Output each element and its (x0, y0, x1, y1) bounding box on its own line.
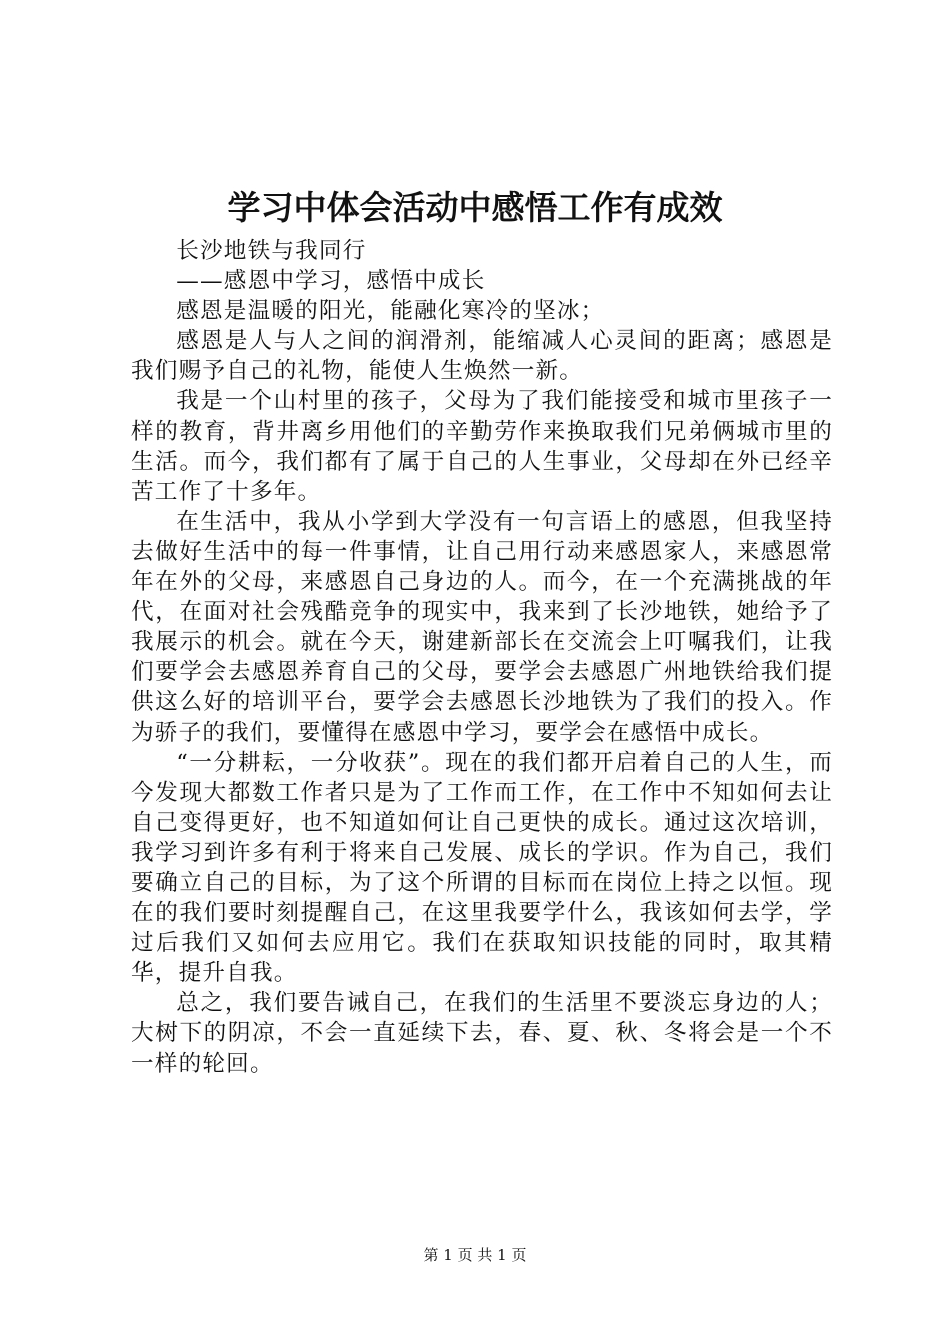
body-paragraph: 感恩是人与人之间的润滑剂，能缩减人心灵间的距离；感恩是我们赐予自己的礼物，能使人生焕然一新。 (131, 328, 833, 385)
body-paragraph: 在生活中，我从小学到大学没有一句言语上的感恩，但我坚持去做好生活中的每一件事情，让自己用行动来感恩家人，来感恩常年在外的父母，来感恩自己身边的人。而今，在一个充满挑战的年代，在面对社会残酷竞争的现实中，我来到了长沙地铁，她给予了我展示的机会。就在今天，谢建新部长在交流会上叮嘱我们，让我们要学会去感恩养育自己的父母，要学会去感恩广州地铁给我们提供这么好的培训平台，要学会去感恩长沙地铁为了我们的投入。作为骄子的我们，要懂得在感恩中学习，要学会在感悟中成长。 (131, 508, 833, 746)
body-paragraph: “一分耕耘，一分收获”。现在的我们都开启着自己的人生，而今发现大都数工作者只是为了工作而工作，在工作中不知如何去让自己变得更好，也不知道如何让自己更快的成长。通过这次培训，我学习到许多有利于将来自己发展、成长的学识。作为自己，我们要确立自己的目标，为了这个所谓的目标而在岗位上持之以恒。现在的我们要时刻提醒自己，在这里我要学什么，我该如何去学，学过后我们又如何去应用它。我们在获取知识技能的同时，取其精华，提升自我。 (131, 749, 833, 987)
subtitle-line: ——感恩中学习，感悟中成长 (176, 268, 486, 295)
body-paragraph: 我是一个山村里的孩子，父母为了我们能接受和城市里孩子一样的教育，背井离乡用他们的辛勤劳作来换取我们兄弟俩城市里的生活。而今，我们都有了属于自己的人生事业，父母却在外已经辛苦工作了十多年。 (131, 388, 833, 505)
subtitle-line: 长沙地铁与我同行 (176, 238, 367, 264)
body-paragraph: 总之，我们要告诫自己，在我们的生活里不要淡忘身边的人；大树下的阴凉，不会一直延续下去，春、夏、秋、冬将会是一个不一样的轮回。 (131, 990, 833, 1077)
body-paragraph: 感恩是温暖的阳光，能融化寒冷的坚冰； (176, 298, 605, 325)
page-number-footer: 第 1 页 共 1 页 (423, 1246, 527, 1264)
document-title: 学习中体会活动中感悟工作有成效 (227, 188, 723, 227)
document-body (131, 236, 833, 1079)
